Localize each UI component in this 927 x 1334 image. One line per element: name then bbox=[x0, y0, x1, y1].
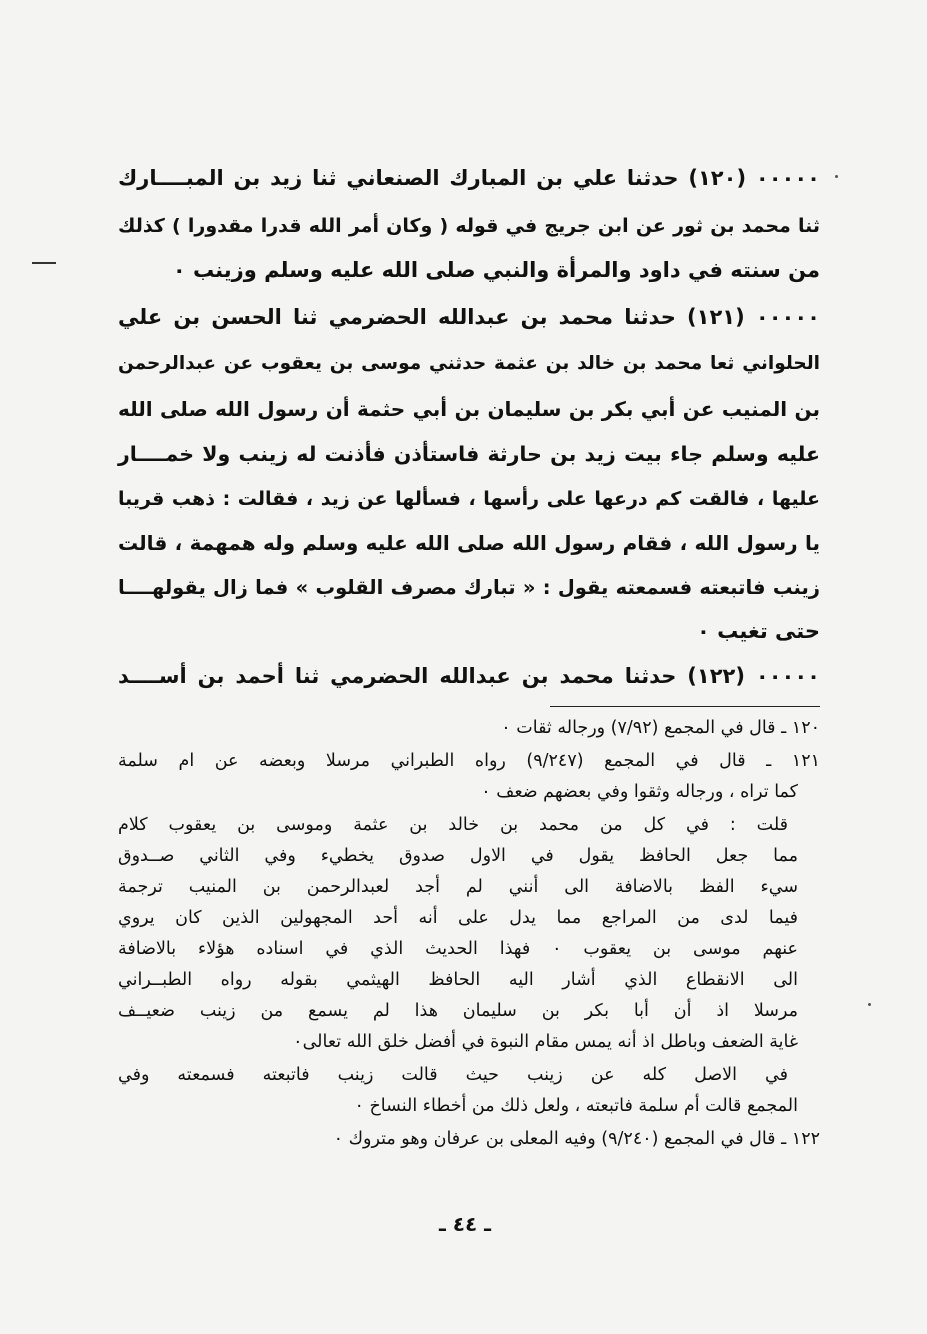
body-line-10: زينب فاتبعته فسمعته يقول : « تبارك مصرف القلوب » فما زال يقولهــــا bbox=[118, 576, 820, 599]
body-line-8: عليها ، فالقت كم درعها على رأسها ، فسألها عن زيد ، فقالت : ذهب قريبا bbox=[118, 488, 820, 510]
page-number: ـ ٤٤ ـ bbox=[438, 1212, 492, 1236]
footnote-121-line-7: عنهم موسى بن يعقوب ٠ فهذا الحديث الذي في اسناده هؤلاء بالاضافة bbox=[118, 939, 798, 959]
footnote-121-line-9: مرسلا اذ أن أبا بكر بن سليمان هذا لم يسمع من زينب ضعيــف bbox=[118, 1001, 798, 1021]
body-line-6: بن المنيب عن أبي بكر بن سليمان بن أبي حثمة أن رسول الله صلى الله bbox=[118, 397, 820, 421]
footnote-separator bbox=[550, 706, 820, 707]
body-line-4: ٠٠٠٠٠ (١٢١) حدثنا محمد بن عبدالله الحضرمي ثنا الحسن بن علي bbox=[118, 305, 820, 329]
footnote-121-line-6: فيما لدى من المراجع مما يدل على أنه أحد المجهولين الذين كان يروي bbox=[118, 908, 798, 928]
body-line-12: ٠٠٠٠٠ (١٢٢) حدثنا محمد بن عبدالله الحضرمي ثنا أحمد بن أســــد bbox=[118, 664, 820, 688]
body-line-11: حتى تغيب ٠ bbox=[697, 619, 820, 643]
body-line-2: ثنا محمد بن ثور عن ابن جريج في قوله ( وكان أمر الله قدرا مقدورا ) كذلك bbox=[118, 215, 820, 237]
footnote-121-line-3: قلت : في كل من محمد بن خالد بن عثمة وموسى بن يعقوب كلام bbox=[118, 815, 788, 835]
scan-speck bbox=[835, 175, 838, 178]
footnote-121-line-4: مما جعل الحافظ يقول في الاول صدوق يخطيء وفي الثاني صــدوق bbox=[118, 846, 798, 866]
footnote-121-line-10: غاية الضعف وباطل اذ أنه يمس مقام النبوة في أفضل خلق الله تعالى٠ bbox=[293, 1032, 798, 1052]
footnote-121-line-8: الى الانقطاع الذي أشار اليه الحافظ الهيثمي بقوله رواه الطبــراني bbox=[118, 970, 798, 990]
footnote-121-line-2: كما تراه ، ورجاله وثقوا وفي بعضهم ضعف ٠ bbox=[481, 782, 798, 802]
body-line-9: يا رسول الله ، فقام رسول الله صلى الله عليه وسلم وله همهمة ، قالت bbox=[118, 531, 820, 555]
body-line-3: من سنته في داود والمرأة والنبي صلى الله عليه وسلم وزينب ٠ bbox=[172, 258, 820, 282]
footnote-120: ١٢٠ ـ قال في المجمع (٧/٩٢) ورجاله ثقات ٠ bbox=[501, 718, 820, 738]
footnote-121-line-5: سيء الفظ بالاضافة الى أنني لم أجد لعبدالرحمن بن المنيب ترجمة bbox=[118, 877, 798, 897]
body-line-7: عليه وسلم جاء بيت زيد بن حارثة فاستأذن فأذنت له زينب ولا خمــــار bbox=[118, 442, 820, 466]
margin-mark bbox=[32, 262, 56, 264]
body-line-5: الحلواني ثعا محمد بن خالد بن عثمة حدثني موسى بن يعقوب عن عبدالرحمن bbox=[118, 353, 820, 374]
footnote-121-line-1: ١٢١ ـ قال في المجمع (٩/٢٤٧) رواه الطبراني مرسلا وبعضه عن ام سلمة bbox=[118, 751, 820, 771]
footnote-121-line-11: في الاصل كله عن زينب حيث قالت زينب فاتبعته فسمعته وفي bbox=[118, 1065, 788, 1085]
footnote-122: ١٢٢ ـ قال في المجمع (٩/٢٤٠) وفيه المعلى بن عرفان وهو متروك ٠ bbox=[333, 1129, 820, 1149]
body-line-1: ٠٠٠٠٠ (١٢٠) حدثنا علي بن المبارك الصنعاني ثنا زيد بن المبــــارك bbox=[118, 166, 820, 190]
scan-speck bbox=[868, 1003, 871, 1006]
footnote-121-line-12: المجمع قالت أم سلمة فاتبعته ، ولعل ذلك من أخطاء النساخ ٠ bbox=[354, 1096, 798, 1116]
